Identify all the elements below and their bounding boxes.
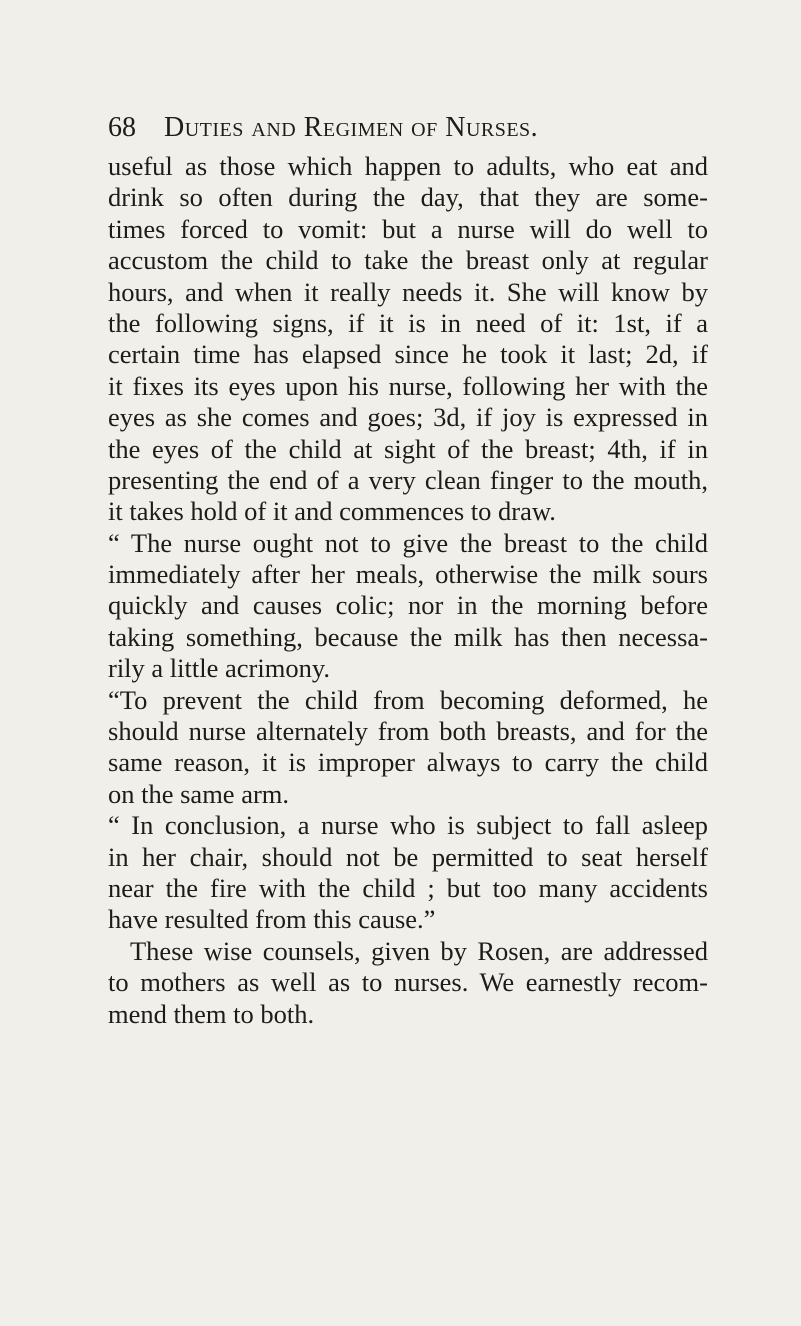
page-header <box>108 108 708 148</box>
text-line: quickly and causes colic; nor in the morning before <box>108 590 708 621</box>
text-line: presenting the end of a very clean finger to the mouth, <box>108 464 708 495</box>
text-line: mend them to both. <box>108 998 315 1029</box>
text-line: drink so often during the day, that they are some- <box>108 182 708 213</box>
text-line: have resulted from this cause.” <box>108 904 436 935</box>
text-line: same reason, it is improper always to carry the child <box>108 747 708 778</box>
text-line: eyes as she comes and goes; 3d, if joy is expressed in <box>108 402 708 433</box>
text-line: it takes hold of it and commences to draw. <box>108 496 556 527</box>
body-text <box>108 151 708 1030</box>
text-line: useful as those which happen to adults, who eat and <box>108 151 708 181</box>
text-line: “To prevent the child from becoming deformed, he <box>108 684 708 715</box>
text-line: certain time has elapsed since he took it last; 2d, if <box>108 339 708 370</box>
text-line: hours, and when it really needs it. She will know by <box>108 276 708 307</box>
text-line: times forced to vomit: but a nurse will do well to <box>108 213 708 244</box>
text-line: the following signs, if it is in need of it: 1st, if a <box>108 307 708 338</box>
text-line: the eyes of the child at sight of the breast; 4th, if in <box>108 433 708 464</box>
text-line: on the same arm. <box>108 778 290 809</box>
text-line: immediately after her meals, otherwise the milk sours <box>108 559 708 590</box>
text-line: should nurse alternately from both breasts, and for the <box>108 716 708 747</box>
running-title: Duties and Regimen of Nurses. <box>164 112 539 143</box>
text-line: taking something, because the milk has then necessa- <box>108 621 708 652</box>
page-number: 68 <box>108 112 136 143</box>
text-line: “ The nurse ought not to give the breast to the child <box>108 527 708 558</box>
text-line: to mothers as well as to nurses. We earnestly recom- <box>108 967 708 998</box>
text-line: it fixes its eyes upon his nurse, following her with the <box>108 370 708 401</box>
text-line: accustom the child to take the breast only at regular <box>108 245 708 276</box>
text-line: rily a little acrimony. <box>108 653 330 684</box>
text-line: in her chair, should not be permitted to seat herself <box>108 841 708 872</box>
text-line: These wise counsels, given by Rosen, are addressed <box>130 935 708 966</box>
text-line: “ In conclusion, a nurse who is subject to fall asleep <box>108 810 708 841</box>
text-line: near the fire with the child ; but too many accidents <box>108 872 708 903</box>
